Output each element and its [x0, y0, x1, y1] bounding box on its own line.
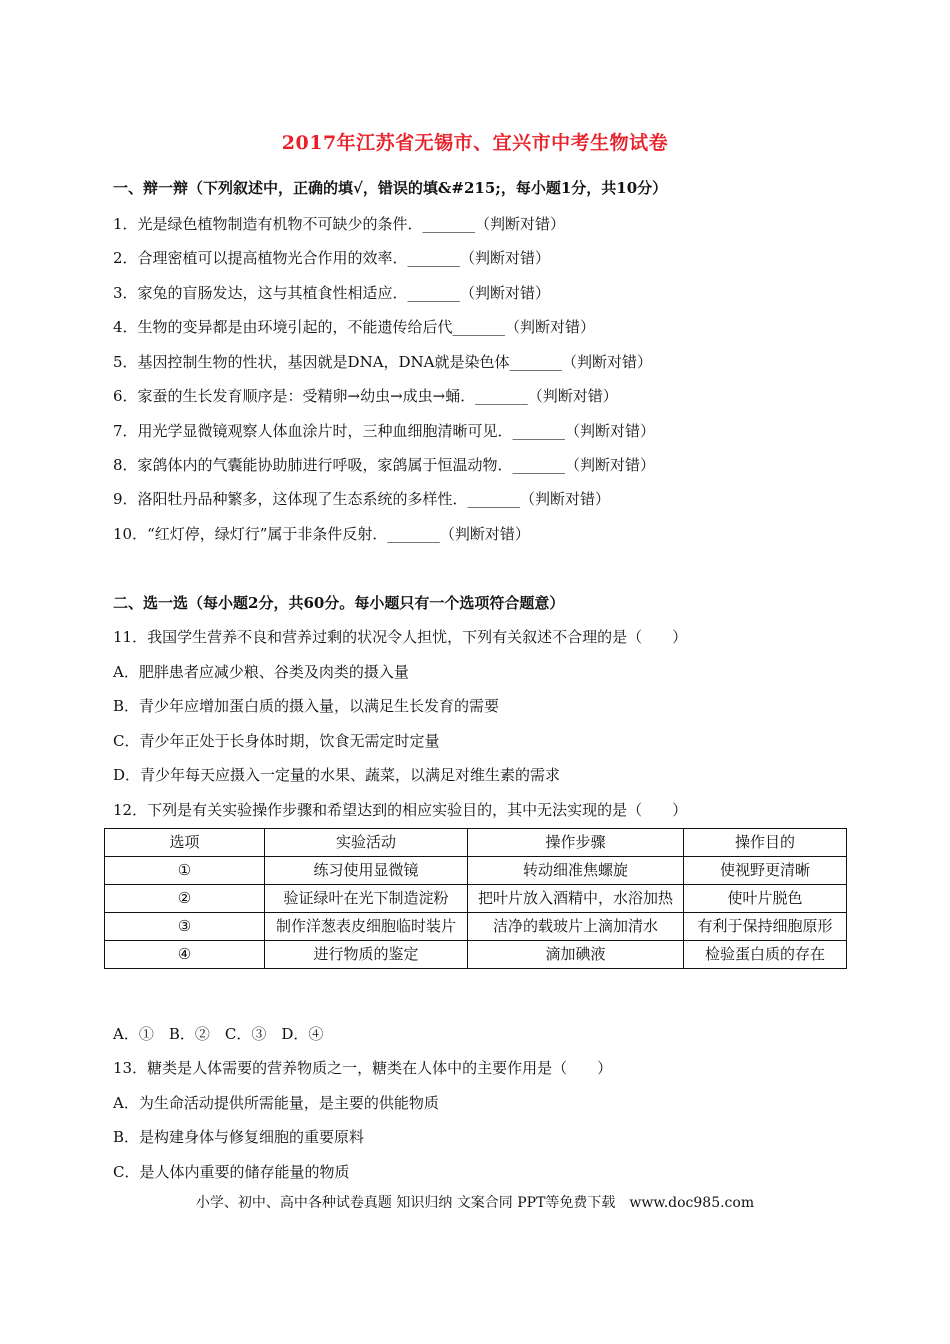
- question-12-answer-choices: A．① B．② C．③ D．④: [113, 1025, 324, 1043]
- question-item: 6．家蚕的生长发育顺序是：受精卵→幼虫→成虫→蛹．_______（判断对错）: [113, 387, 618, 405]
- table-cell: 练习使用显微镜: [265, 857, 468, 885]
- table-cell: ④: [105, 941, 265, 969]
- question-item: 9．洛阳牡丹品种繁多，这体现了生态系统的多样性．_______（判断对错）: [113, 490, 611, 508]
- table-cell: 制作洋葱表皮细胞临时装片: [265, 913, 468, 941]
- table-cell: ①: [105, 857, 265, 885]
- table-cell: 使视野更清晰: [684, 857, 847, 885]
- question-item: 2．合理密植可以提高植物光合作用的效率．_______（判断对错）: [113, 249, 551, 267]
- question-item: 4．生物的变异都是由环境引起的，不能遗传给后代_______（判断对错）: [113, 318, 596, 336]
- question-item: 7．用光学显微镜观察人体血涂片时，三种血细胞清晰可见．_______（判断对错）: [113, 422, 656, 440]
- table-cell: 有利于保持细胞原形: [684, 913, 847, 941]
- table-cell: 进行物质的鉴定: [265, 941, 468, 969]
- question-item: 10．“红灯停，绿灯行”属于非条件反射．_______（判断对错）: [113, 525, 530, 543]
- table-cell: 检验蛋白质的存在: [684, 941, 847, 969]
- section1-heading: 一、辩一辩（下列叙述中，正确的填√，错误的填&#215;，每小题1分，共10分）: [113, 179, 668, 197]
- question-item: 3．家兔的盲肠发达，这与其植食性相适应．_______（判断对错）: [113, 284, 551, 302]
- table-header-cell: 实验活动: [265, 829, 468, 857]
- option-d: D．青少年每天应摄入一定量的水果、蔬菜，以满足对维生素的需求: [113, 766, 561, 784]
- table-cell: 验证绿叶在光下制造淀粉: [265, 885, 468, 913]
- table-cell: 滴加碘液: [468, 941, 684, 969]
- option-c: C．是人体内重要的储存能量的物质: [113, 1163, 350, 1181]
- table-row: [105, 885, 847, 913]
- table-cell: 把叶片放入酒精中，水浴加热: [468, 885, 684, 913]
- option-b: B．是构建身体与修复细胞的重要原料: [113, 1128, 365, 1146]
- option-a: A．为生命活动提供所需能量，是主要的供能物质: [113, 1094, 439, 1112]
- table-row: [105, 857, 847, 885]
- option-c: C．青少年正处于长身体时期，饮食无需定时定量: [113, 732, 440, 750]
- table-row: [105, 941, 847, 969]
- question-item: 5．基因控制生物的性状，基因就是DNA，DNA就是染色体_______（判断对错）: [113, 353, 653, 371]
- question-12-stem: 12．下列是有关实验操作步骤和希望达到的相应实验目的，其中无法实现的是（ ）: [113, 801, 688, 819]
- option-b: B．青少年应增加蛋白质的摄入量，以满足生长发育的需要: [113, 697, 500, 715]
- table-cell: 转动细准焦螺旋: [468, 857, 684, 885]
- table-header-cell: 操作步骤: [468, 829, 684, 857]
- table-header-row: [105, 829, 847, 857]
- question-item: 8．家鸽体内的气囊能协助肺进行呼吸，家鸽属于恒温动物．_______（判断对错）: [113, 456, 656, 474]
- table-header-cell: 操作目的: [684, 829, 847, 857]
- question-item: 1．光是绿色植物制造有机物不可缺少的条件．_______（判断对错）: [113, 215, 566, 233]
- table-header-cell: 选项: [105, 829, 265, 857]
- experiment-table: [104, 828, 847, 969]
- page-footer: 小学、初中、高中各种试卷真题 知识归纳 文案合同 PPT等免费下载 www.doc985.com: [195, 1195, 755, 1211]
- page-title: 2017年江苏省无锡市、宜兴市中考生物试卷: [281, 132, 669, 154]
- section2-heading: 二、选一选（每小题2分，共60分。每小题只有一个选项符合题意）: [113, 594, 565, 612]
- table-row: [105, 913, 847, 941]
- option-a: A．肥胖患者应减少粮、谷类及肉类的摄入量: [113, 663, 409, 681]
- question-13-stem: 13．糖类是人体需要的营养物质之一，糖类在人体中的主要作用是（ ）: [113, 1059, 613, 1077]
- table-cell: 使叶片脱色: [684, 885, 847, 913]
- table-cell: 洁净的载玻片上滴加清水: [468, 913, 684, 941]
- question-11-stem: 11．我国学生营养不良和营养过剩的状况令人担忧，下列有关叙述不合理的是（ ）: [113, 628, 688, 646]
- table-cell: ②: [105, 885, 265, 913]
- table-cell: ③: [105, 913, 265, 941]
